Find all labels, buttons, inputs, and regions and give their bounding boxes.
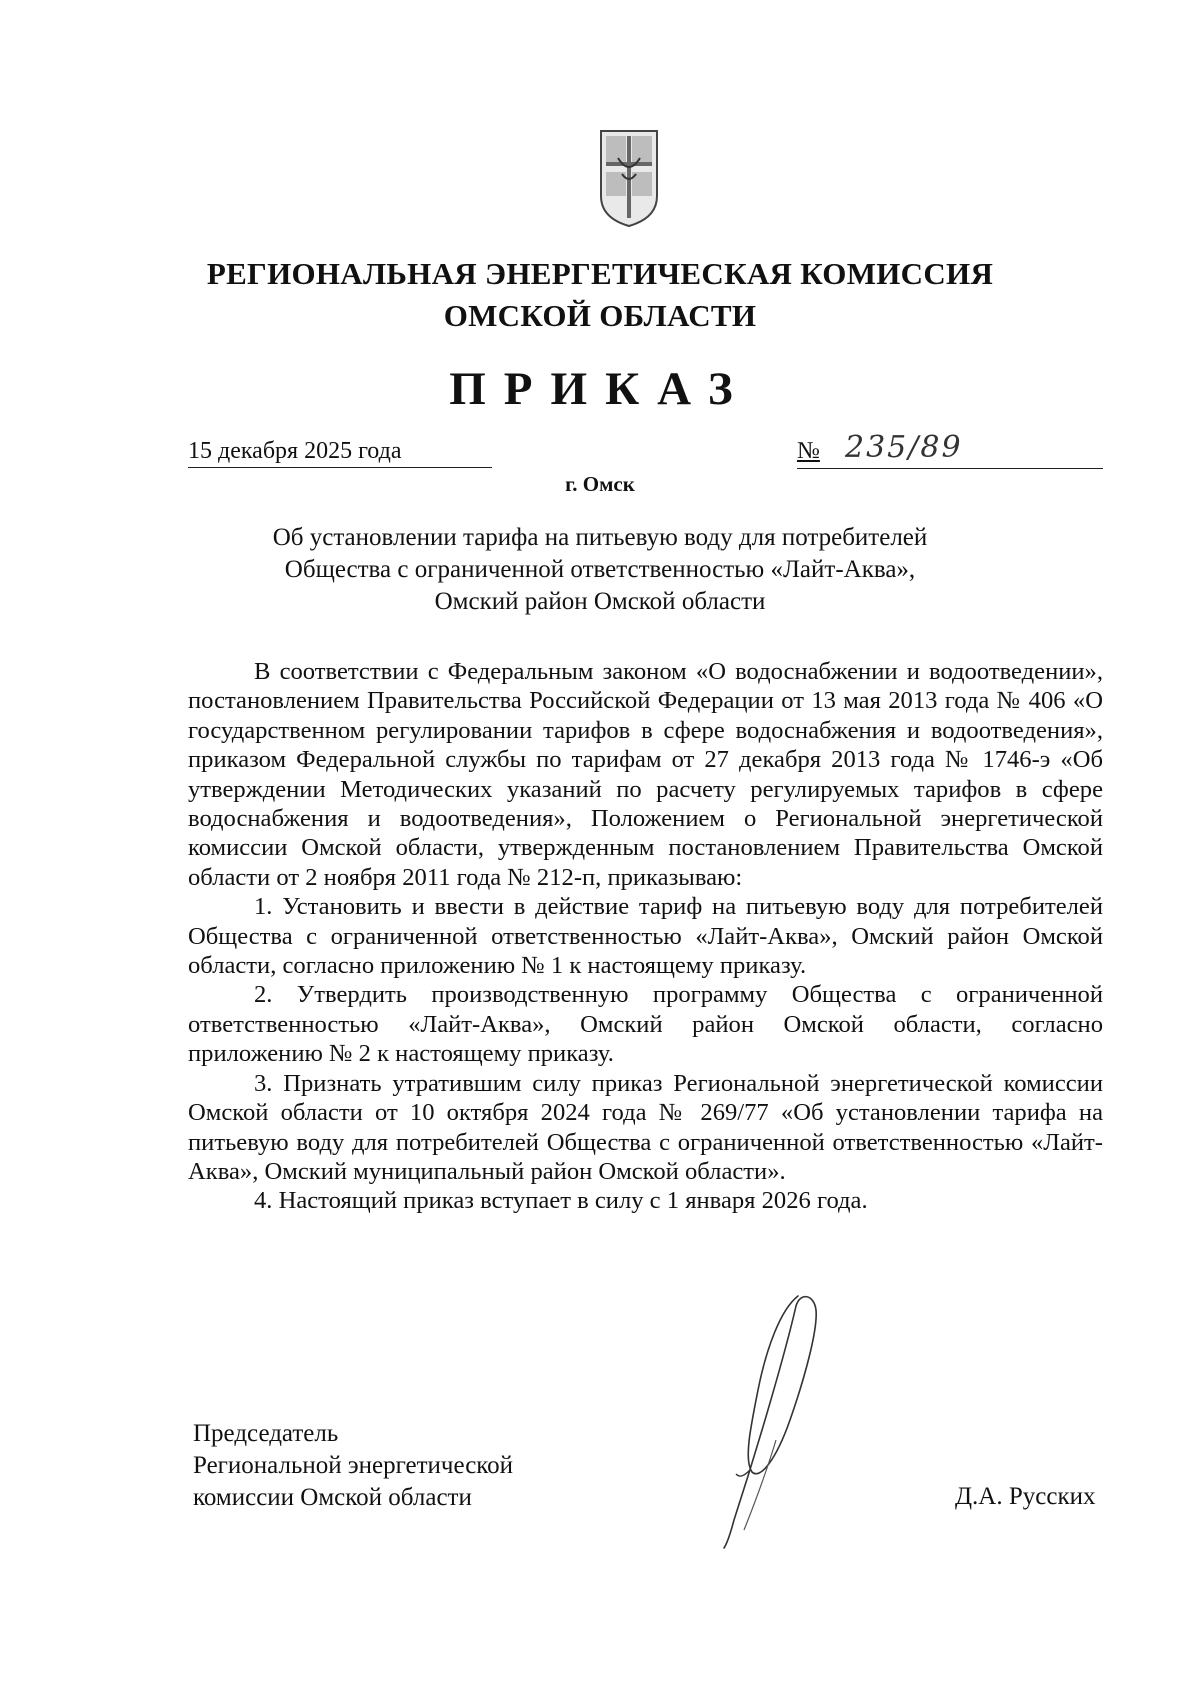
preamble-paragraph: В соответствии с Федеральным законом «О водоснабжении и водоотведении», постановлением Правительства Российской Федерации от 13 мая 2013 года № 406 «О государственном регулировании тарифов в сфере водоснабжения и водоотведения», приказом Федеральной службы по тарифам от 27 декабря 2013 года № 1746-э «Об утверждении Методических указаний по расчету регулируемых тарифов в сфере водоснабжения и водоотведения», Положением о Региональной энергетической комиссии Омской области, утвержденным постановлением Правительства Омской области от 2 ноября 2011 года № 212-п, приказываю: [188,658,1103,891]
document-city: г. Омск [565,472,635,496]
document-type-title: ПРИКАЗ [449,363,751,415]
handwritten-signature-icon [700,1290,840,1550]
document-date: 15 декабря 2025 года [188,438,492,468]
order-item: 2. Утвердить производственную программу Общества с ограниченной ответственностью «Лайт-Аква», Омский район Омской области, согласно приложению № 2 к настоящему приказу. [188,981,1103,1068]
number-label: № [797,438,820,464]
subject-line: Об установлении тарифа на питьевую воду для потребителей [272,524,928,551]
coat-of-arms-icon [598,128,660,228]
position-line: комиссии Омской области [193,1484,472,1511]
subject-line: Общества с ограниченной ответственностью «Лайт-Аква», [284,556,916,583]
organization-name-line1: РЕГИОНАЛЬНАЯ ЭНЕРГЕТИЧЕСКАЯ КОМИССИЯ [206,256,994,291]
organization-name-line2: ОМСКОЙ ОБЛАСТИ [443,298,757,333]
document-number-field [797,430,1103,469]
document-subject [0,522,1200,618]
position-line: Председатель [193,1420,339,1447]
order-item: 3. Признать утратившим силу приказ Региональной энергетической комиссии Омской области от 10 октября 2024 года № 269/77 «Об установлении тарифа на питьевую воду для потребителей Общества с ограниченной ответственностью «Лайт-Аква», Омский муниципальный район Омской области». [188,1069,1103,1185]
subject-line: Омский район Омской области [434,588,766,615]
order-item: 1. Установить и ввести в действие тариф на питьевую воду для потребителей Общества с ограниченной ответственностью «Лайт-Аква», Омский район Омской области, согласно приложению № 1 к настоящему приказу. [188,893,1103,980]
signatory-name: Д.А. Русских [955,1483,1096,1510]
handwritten-document-number: 235/89 [845,430,963,465]
order-item: 4. Настоящий приказ вступает в силу с 1 января 2026 года. [254,1187,868,1215]
document-body [188,657,1103,1216]
position-line: Региональной энергетической [193,1452,514,1479]
signatory-position [193,1418,513,1514]
